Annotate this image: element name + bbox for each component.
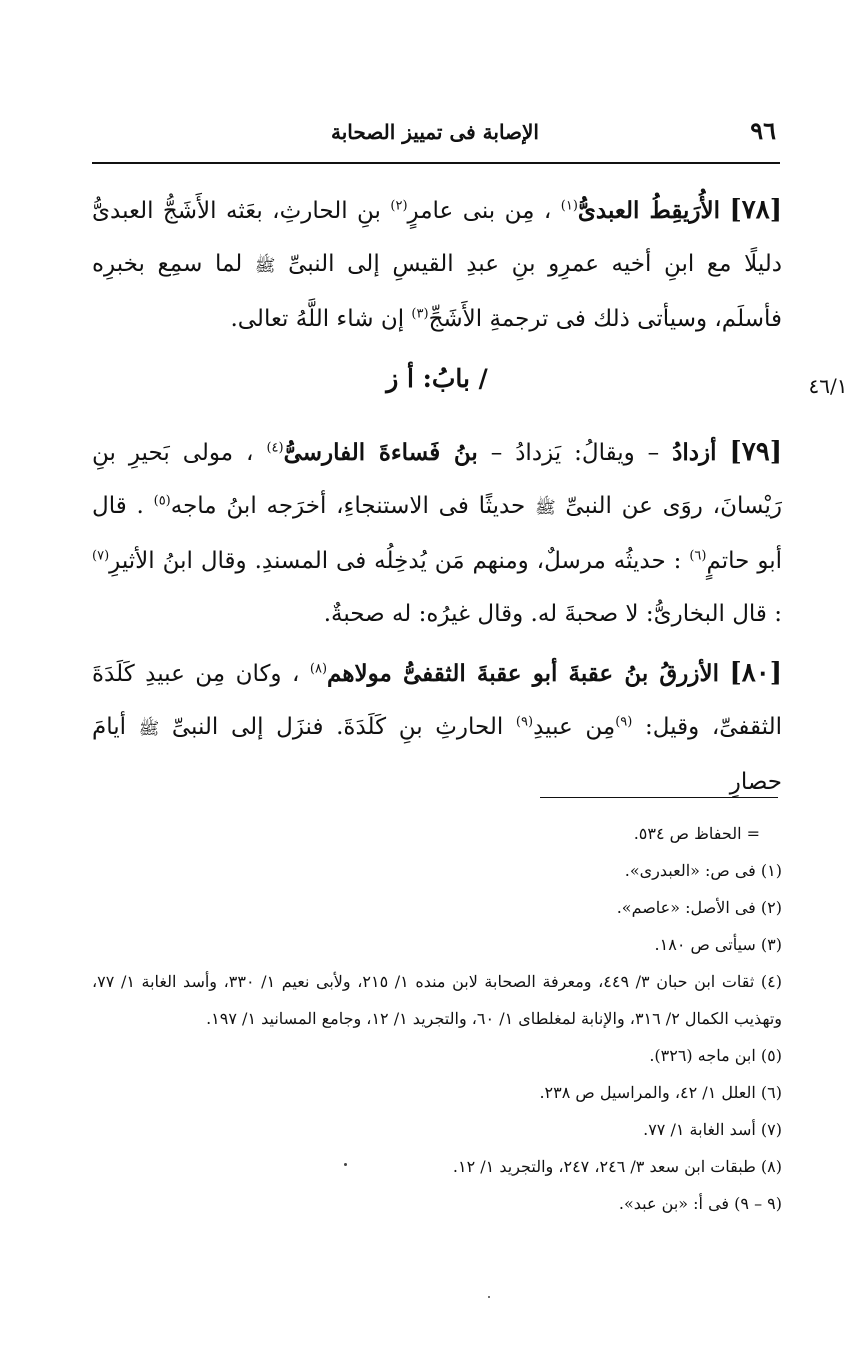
footnote-2: (٢) فى الأصل: «عاصم». [616, 898, 782, 917]
entry-name: الأُرَيقِطُ العبدىُّ [577, 197, 721, 224]
book-title: الإصابة فى تمييز الصحابة [331, 120, 539, 144]
footnote-4: (٤) ثقات ابن حبان ٣/ ٤٤٩، ومعرفة الصحابة لابن منده ١/ ٢١٥، ولأبى نعيم ١/ ٣٣٠، وأسد الغابة ١/ ٧٧، وتهذيب الكمال ٢/ ٣١٦، والإنابة لمغلطاى ١/ ٦٠، والتجريد ١/ ١٢، وجامع المسانيد ١/ ١٩٧. [92, 972, 782, 1028]
entry-78 [92, 184, 782, 346]
footnote-7: (٧) أسد الغابة ١/ ٧٧. [643, 1120, 782, 1139]
footnote-9: (٩ – ٩) فى أ: «بن عبد». [618, 1194, 782, 1213]
chapter-heading: / بابُ: أ ز [386, 364, 488, 393]
entry-text: ، مِن بنى عامرٍ [407, 198, 552, 224]
entry-text: . قال أبو حاتمٍ [92, 493, 782, 574]
entry-text: لما سمِع بخبرِه فأسلَم، وسيأتى ذلك فى ترجمةِ الأَشَجِّ [92, 251, 782, 332]
footnote-ref[interactable]: (١) [560, 198, 578, 214]
entry-text: بنِ الحارثِ، بعَثه الأَشَجُّ العبدىُّ دليلًا مع ابنِ أخيه عمرِو بنِ عبدِ القيسِ إلى النبىِّ [92, 198, 783, 277]
footnote-ref[interactable]: (٥) [153, 493, 171, 509]
entry-text: ، مولى بَحيرِ بنِ رَيْسانَ، روَى عن النبىِّ [92, 440, 783, 519]
footnote-5: (٥) ابن ماجه (٣٢٦). [649, 1046, 782, 1065]
salawat-glyph: ﷺ [138, 719, 160, 739]
salawat-glyph: ﷺ [254, 256, 276, 276]
footnote-ref[interactable]: (٩) [615, 714, 633, 730]
entry-text: – ويقالُ: يَزدادُ – [490, 440, 660, 466]
entry-text: إن شاء اللَّهُ تعالى. [230, 306, 405, 332]
footnotes [92, 815, 782, 1222]
footnote-ref[interactable]: (٤) [266, 440, 284, 456]
entry-text: الحارثِ بنِ كَلَدَةَ. فنزَل إلى النبىِّ [171, 714, 504, 740]
footnote-ref[interactable]: (٩) [515, 714, 534, 730]
entry-number: [٧٩] [729, 437, 783, 467]
entry-number: [٨٠] [729, 658, 782, 688]
footnote-ref[interactable]: (٣) [411, 306, 429, 322]
page-number: ٩٦ [750, 116, 776, 145]
footnote-continuation: = الحفاظ ص ٥٣٤. [633, 824, 760, 843]
footnote-8: (٨) طبقات ابن سعد ٣/ ٢٤٦، ٢٤٧، والتجريد ١/ ١٢. [452, 1157, 782, 1176]
footnote-1: (١) فى ص: «العبدرى». [624, 861, 782, 880]
entry-name: أزدادُ [672, 439, 717, 466]
footnote-ref[interactable]: (٧) [92, 548, 110, 564]
entry-text: مِن عبيدِ [533, 714, 616, 740]
footnote-3: (٣) سيأتى ص ١٨٠. [654, 935, 782, 954]
header-rule [92, 162, 780, 164]
footnote-ref[interactable]: (٦) [689, 548, 707, 564]
scan-speck [488, 1296, 490, 1298]
entry-number: [٧٨] [729, 195, 783, 225]
entry-text: : قال البخارىُّ: لا صحبةَ له. وقال غيرُه: له صحبةٌ. [323, 601, 782, 627]
running-header [92, 112, 778, 160]
footnote-6: (٦) العلل ١/ ٤٢، والمراسيل ص ٢٣٨. [539, 1083, 782, 1102]
entry-text: : حديثُه مرسلٌ، ومنهم مَن يُدخِلُه فى المسندِ. وقال ابنُ الأثيرِ [109, 548, 682, 574]
entry-name: بنُ فَساءةَ الفارسىُّ [283, 439, 478, 466]
entry-80 [92, 647, 782, 809]
entry-name: الأزرقُ بنُ عقبةَ أبو عقبةَ الثقفىُّ مولاهم [327, 660, 719, 687]
footnote-ref[interactable]: (٨) [309, 661, 328, 677]
footnote-ref[interactable]: (٢) [390, 198, 408, 214]
entry-text: أيامَ حصارِ [92, 714, 782, 795]
entry-text: ، وكان مِن عبيدِ كَلَدَةَ الثقفىِّ، وقيل: [92, 661, 783, 740]
margin-manuscript-ref: ٤٦/١ [808, 374, 848, 398]
footnote-separator [540, 797, 778, 798]
salawat-glyph: ﷺ [535, 498, 556, 518]
entry-text: حديثًا فى الاستنجاءِ، أخرَجه ابنُ ماجه [170, 493, 526, 519]
entry-79 [92, 426, 782, 641]
scan-speck [344, 1163, 347, 1166]
main-text [92, 184, 782, 809]
